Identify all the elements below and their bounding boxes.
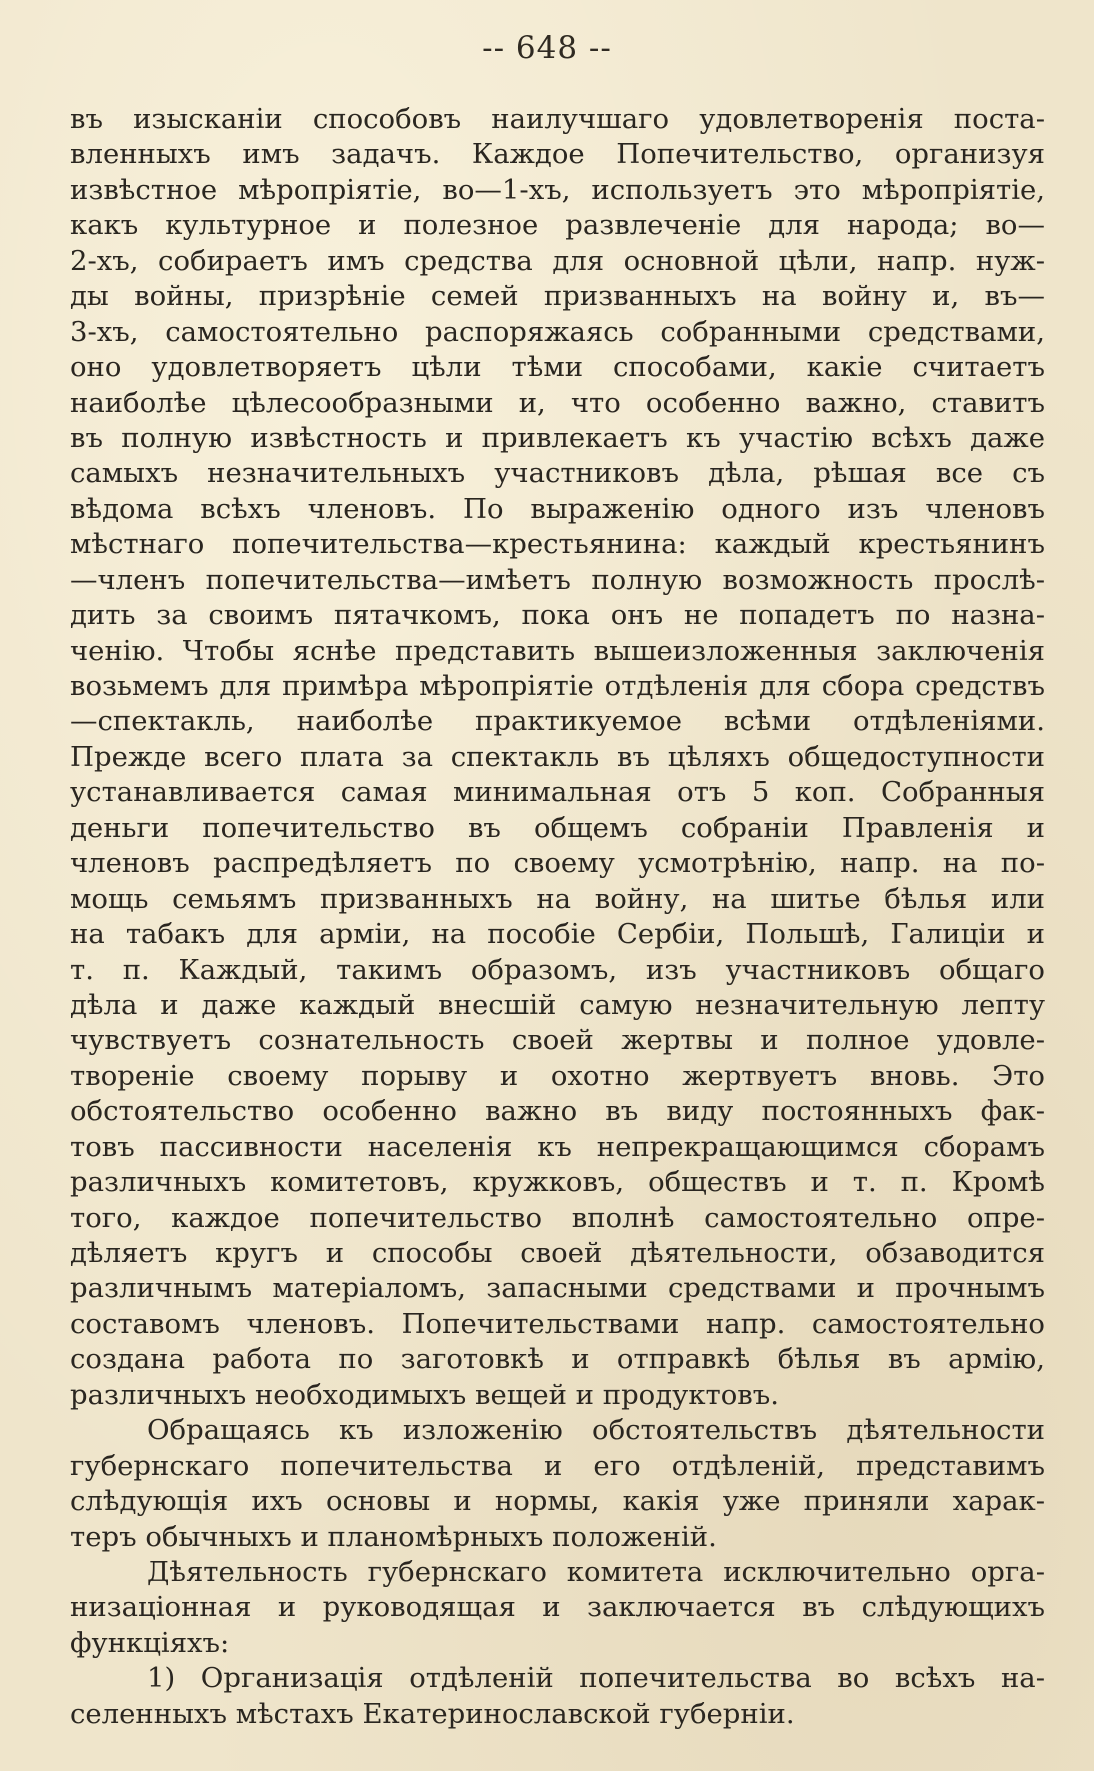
text-line: дить за своимъ пятачкомъ, пока онъ не попадетъ по назна- <box>70 599 1045 632</box>
text-line: губернскаго попечительства и его отдѣленій, представимъ <box>70 1449 1045 1482</box>
text-line: ченію. Чтобы яснѣе представить вышеизложенныя заключенія <box>70 634 1045 667</box>
text-line: возьмемъ для примѣра мѣропріятіе отдѣленія для сбора средствъ <box>70 670 1045 702</box>
text-line: ды войны, призрѣніе семей призванныхъ на войну и, въ— <box>70 280 1045 313</box>
text-line: какъ культурное и полезное развлеченіе для народа; во— <box>70 209 1045 242</box>
text-line: составомъ членовъ. Попечительствами напр. самостоятельно <box>70 1307 1045 1340</box>
text-line: того, каждое попечительство вполнѣ самостоятельно опре- <box>70 1201 1045 1234</box>
text-line: дѣла и даже каждый внесшій самую незначительную лепту <box>70 988 1045 1021</box>
text-line: твореніе своему порыву и охотно жертвуетъ вновь. Это <box>70 1059 1045 1092</box>
text-line: т. п. Каждый, такимъ образомъ, изъ участниковъ общаго <box>70 953 1045 986</box>
text-line: въ полную извѣстность и привлекаетъ къ участію всѣхъ даже <box>70 421 1045 454</box>
text-line: устанавливается самая минимальная отъ 5 коп. Собранныя <box>70 776 1045 809</box>
text-line: Обращаясь къ изложенію обстоятельствъ дѣятельности <box>147 1414 1045 1447</box>
text-line: членовъ распредѣляетъ по своему усмотрѣнію, напр. на по- <box>70 847 1045 880</box>
text-line: чувствуетъ сознательность своей жертвы и полное удовле- <box>70 1024 1045 1057</box>
text-line: различныхъ необходимыхъ вещей и продуктовъ. <box>70 1378 780 1411</box>
text-line: обстоятельство особенно важно въ виду постоянныхъ фак- <box>70 1095 1045 1128</box>
text-line: въ изысканіи способовъ наилучшаго удовлетворенія поста- <box>70 103 1045 135</box>
page-number: -- 648 -- <box>482 30 612 66</box>
text-line: мѣстнаго попечительства—крестьянина: каждый крестьянинъ <box>70 528 1045 561</box>
text-line: —спектакль, наиболѣе практикуемое всѣми отдѣленіями. <box>70 705 1045 738</box>
text-line: мощь семьямъ призванныхъ на войну, на шитье бѣлья или <box>70 882 1045 915</box>
text-line: различныхъ комитетовъ, кружковъ, обществъ и т. п. Кромѣ <box>70 1166 1045 1199</box>
text-line: Прежде всего плата за спектакль въ цѣляхъ общедоступности <box>70 740 1045 773</box>
text-line: деньги попечительство въ общемъ собраніи Правленія и <box>70 811 1045 844</box>
text-line: 3-хъ, самостоятельно распоряжаясь собранными средствами, <box>70 315 1045 348</box>
text-line: различнымъ матеріаломъ, запасными средствами и прочнымъ <box>70 1272 1045 1305</box>
text-line: функціяхъ: <box>70 1626 230 1659</box>
text-line: наиболѣе цѣлесообразными и, что особенно важно, ставитъ <box>70 386 1045 419</box>
text-line: —членъ попечительства—имѣетъ полную возможность прослѣ- <box>70 563 1045 596</box>
body-text <box>70 102 1045 1732</box>
text-line: на табакъ для арміи, на пособіе Сербіи, Польшѣ, Галиціи и <box>70 918 1045 951</box>
text-line: Дѣятельность губернскаго комитета исключительно орга- <box>147 1555 1045 1588</box>
text-line: слѣдующія ихъ основы и нормы, какія уже приняли харак- <box>70 1485 1045 1518</box>
text-line: теръ обычныхъ и планомѣрныхъ положеній. <box>70 1520 717 1553</box>
text-line: товъ пассивности населенія къ непрекращающимся сборамъ <box>70 1130 1045 1163</box>
text-line: оно удовлетворяетъ цѣли тѣми способами, какіе считаетъ <box>70 351 1045 384</box>
text-line: низаціонная и руководящая и заключается въ слѣдующихъ <box>70 1591 1045 1624</box>
text-line: вленныхъ имъ задачъ. Каждое Попечительство, организуя <box>70 138 1045 171</box>
text-line: самыхъ незначительныхъ участниковъ дѣла, рѣшая все съ <box>70 457 1045 490</box>
text-line: дѣляетъ кругъ и способы своей дѣятельности, обзаводится <box>70 1237 1045 1269</box>
text-line: вѣдома всѣхъ членовъ. По выраженію одного изъ членовъ <box>70 492 1045 525</box>
text-line: 2-хъ, собираетъ имъ средства для основной цѣли, напр. нуж- <box>70 244 1045 277</box>
text-line: 1) Организація отдѣленій попечительства во всѣхъ на- <box>147 1662 1045 1695</box>
text-line: извѣстное мѣропріятіе, во—1-хъ, используетъ это мѣропріятіе, <box>70 173 1045 206</box>
text-line: селенныхъ мѣстахъ Екатеринославской губерніи. <box>70 1697 795 1730</box>
text-line: создана работа по заготовкѣ и отправкѣ бѣлья въ армію, <box>70 1343 1045 1376</box>
